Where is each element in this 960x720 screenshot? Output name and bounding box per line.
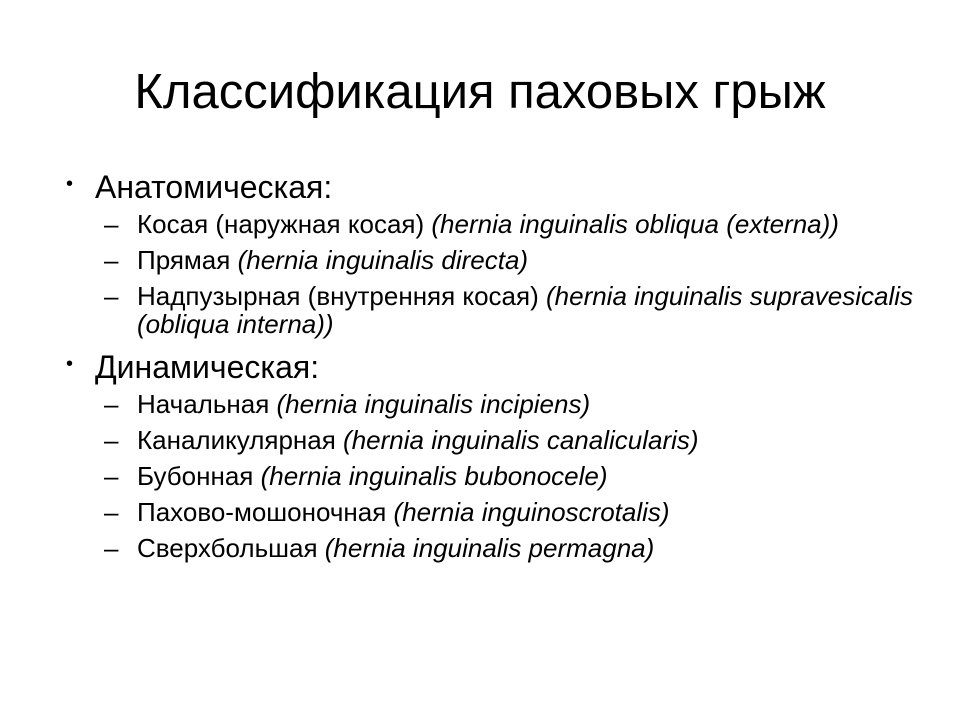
section-label: Динамическая: — [95, 349, 320, 385]
section-anatomical — [60, 168, 920, 338]
item-ru-text: Косая (наружная косая) — [137, 209, 432, 239]
list-item — [95, 462, 920, 490]
dash-icon: – — [104, 533, 119, 563]
section-label: Анатомическая: — [95, 169, 333, 205]
bullet-icon: • — [66, 353, 74, 375]
item-latin-text: (hernia inguinalis permagna) — [324, 533, 655, 563]
item-latin-text: (hernia inguinoscrotalis) — [393, 497, 670, 527]
item-ru-text: Прямая — [137, 245, 238, 275]
item-ru-text: Каналикулярная — [137, 425, 344, 455]
sub-list — [95, 210, 920, 338]
item-latin-text: (hernia inguinalis obliqua (externa)) — [431, 209, 839, 239]
item-latin-text: (hernia inguinalis bubonocele) — [260, 461, 608, 491]
slide-title: Классификация паховых грыж — [134, 65, 826, 119]
dash-icon: – — [104, 497, 119, 527]
list-item — [95, 426, 920, 454]
bullet-icon: • — [66, 173, 74, 195]
section-dynamic — [60, 348, 920, 562]
slide-content — [60, 168, 920, 572]
item-latin-text: (hernia inguinalis supravesicalis (obliqua interna)) — [137, 281, 914, 339]
bullet-list — [60, 168, 920, 562]
list-item — [95, 390, 920, 418]
dash-icon: – — [104, 245, 119, 275]
item-ru-text: Сверхбольшая — [137, 533, 325, 563]
dash-icon: – — [104, 281, 119, 311]
item-latin-text: (hernia inguinalis canalicularis) — [343, 425, 699, 455]
dash-icon: – — [104, 209, 119, 239]
list-item — [95, 534, 920, 562]
list-item — [95, 498, 920, 526]
dash-icon: – — [104, 389, 119, 419]
item-ru-text: Бубонная — [137, 461, 261, 491]
item-ru-text: Начальная — [137, 389, 277, 419]
item-ru-text: Пахово-мошоночная — [137, 497, 394, 527]
list-item — [95, 246, 920, 274]
list-item — [95, 210, 920, 238]
item-latin-text: (hernia inguinalis directa) — [237, 245, 529, 275]
item-ru-text: Надпузырная (внутренняя косая) — [137, 281, 546, 311]
list-item — [95, 282, 920, 338]
item-latin-text: (hernia inguinalis incipiens) — [276, 389, 591, 419]
sub-list — [95, 390, 920, 562]
dash-icon: – — [104, 461, 119, 491]
dash-icon: – — [104, 425, 119, 455]
